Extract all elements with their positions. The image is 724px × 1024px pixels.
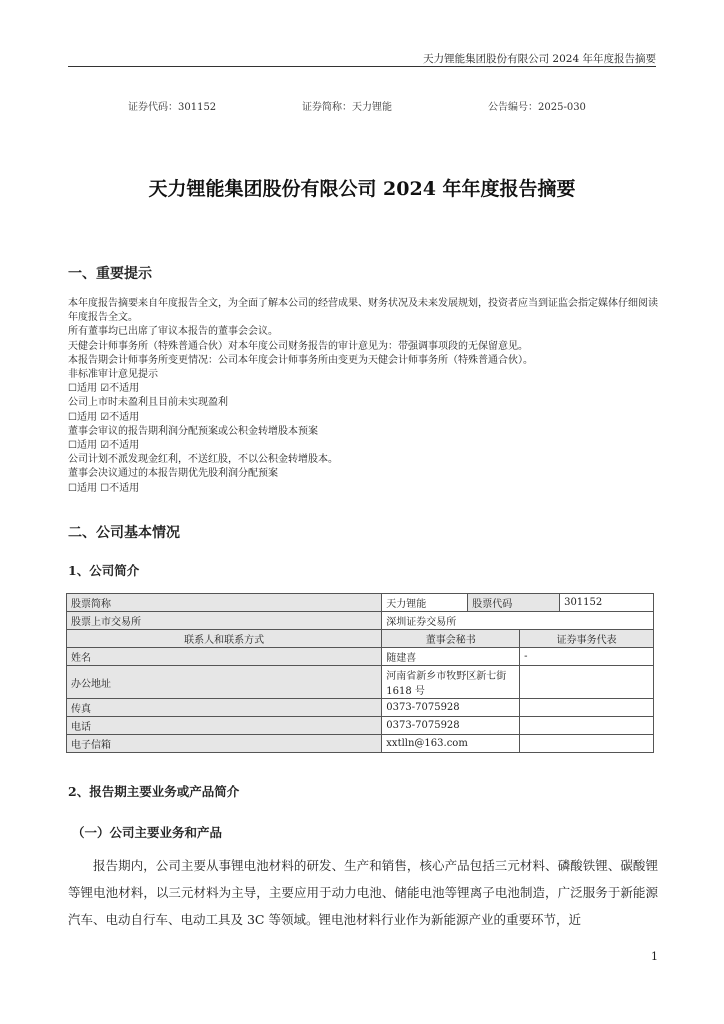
table-value: 随建喜 [382, 648, 520, 666]
note-line: 董事会决议通过的本报告期优先股利润分配预案 [68, 468, 278, 480]
table-value [520, 699, 654, 717]
note-line: 公司上市时未盈利且目前未实现盈利 [68, 397, 228, 409]
table-label: 姓名 [67, 648, 382, 666]
table-row [67, 594, 654, 612]
table-value: xxtlln@163.com [382, 735, 520, 753]
table-label: 传真 [67, 699, 382, 717]
table-label: 电话 [67, 717, 382, 735]
table-value: 0373-7075928 [382, 717, 520, 735]
section-heading-important: 一、重要提示 [68, 266, 152, 282]
table-label: 股票简称 [67, 594, 382, 612]
table-value [520, 717, 654, 735]
table-row [67, 612, 654, 630]
table-row [67, 717, 654, 735]
table-row [67, 666, 654, 699]
page-number: 1 [651, 950, 658, 963]
table-value: 深圳证券交易所 [382, 612, 654, 630]
header-divider [68, 66, 656, 67]
page-title: 天力锂能集团股份有限公司 2024 年年度报告摘要 [148, 178, 576, 200]
note-line: 本年度报告摘要来自年度报告全文，为全面了解本公司的经营成果、财务状况及未来发展规划，投资者应当到证监会指定媒体仔细阅读年度报告全文。 [68, 298, 658, 324]
checkbox-line: ☐适用 ☑不适用 [68, 411, 140, 423]
note-line: 非标准审计意见提示 [68, 369, 158, 381]
checkbox-line: ☐适用 ☑不适用 [68, 440, 140, 452]
table-value: 301152 [560, 594, 654, 612]
company-info-table [66, 593, 654, 753]
table-header: 联系人和联系方式 [67, 630, 382, 648]
table-value: 河南省新乡市牧野区新七街 1618 号 [382, 666, 520, 699]
checkbox-line: ☐适用 ☑不适用 [68, 383, 140, 395]
table-header-row [67, 630, 654, 648]
business-paragraph [68, 852, 658, 933]
checkbox-line: ☐适用 ☐不适用 [68, 482, 140, 494]
table-value: 0373-7075928 [382, 699, 520, 717]
important-notes [68, 297, 658, 496]
announcement-number: 公告编号：2025-030 [488, 102, 586, 113]
section-heading-basic-info: 二、公司基本情况 [68, 525, 180, 541]
subsection-business-products: （一）公司主要业务和产品 [72, 825, 223, 840]
note-line: 本报告期会计师事务所变更情况：公司本年度会计师事务所由变更为天健会计师事务所（特殊普通合伙）。 [68, 354, 533, 366]
table-value: - [520, 648, 654, 666]
table-value [520, 735, 654, 753]
paragraph-text: 报告期内，公司主要从事锂电池材料的研发、生产和销售，核心产品包括三元材料、磷酸铁锂、碳酸锂等锂电池材料，以三元材料为主导，主要应用于动力电池、储能电池等锂离子电池制造，广泛服务于新能源汽车、电动自行车、电动工具及 3C 等领域。锂电池材料行业作为新能源产业的重要环节，近 [68, 858, 658, 927]
table-header: 董事会秘书 [382, 630, 520, 648]
table-label: 股票代码 [468, 594, 560, 612]
subsection-company-profile: 1、公司简介 [68, 563, 140, 578]
table-row [67, 699, 654, 717]
note-line: 董事会审议的报告期利润分配预案或公积金转增股本预案 [68, 425, 318, 437]
table-value [520, 666, 654, 699]
note-line: 公司计划不派发现金红利，不送红股，不以公积金转增股本。 [68, 454, 338, 466]
table-label: 电子信箱 [67, 735, 382, 753]
note-line: 所有董事均已出席了审议本报告的董事会会议。 [68, 326, 278, 338]
table-value: 天力锂能 [382, 594, 468, 612]
table-row [67, 648, 654, 666]
subsection-main-business: 2、报告期主要业务或产品简介 [68, 784, 240, 799]
security-short-name: 证券简称：天力锂能 [302, 102, 392, 113]
note-line: 天健会计师事务所（特殊普通合伙）对本年度公司财务报告的审计意见为：带强调事项段的无保留意见。 [68, 340, 528, 352]
table-label: 办公地址 [67, 666, 382, 699]
table-header: 证券事务代表 [520, 630, 654, 648]
security-code: 证券代码：301152 [128, 102, 217, 113]
running-header: 天力锂能集团股份有限公司 2024 年年度报告摘要 [423, 53, 656, 65]
table-label: 股票上市交易所 [67, 612, 382, 630]
table-row [67, 735, 654, 753]
